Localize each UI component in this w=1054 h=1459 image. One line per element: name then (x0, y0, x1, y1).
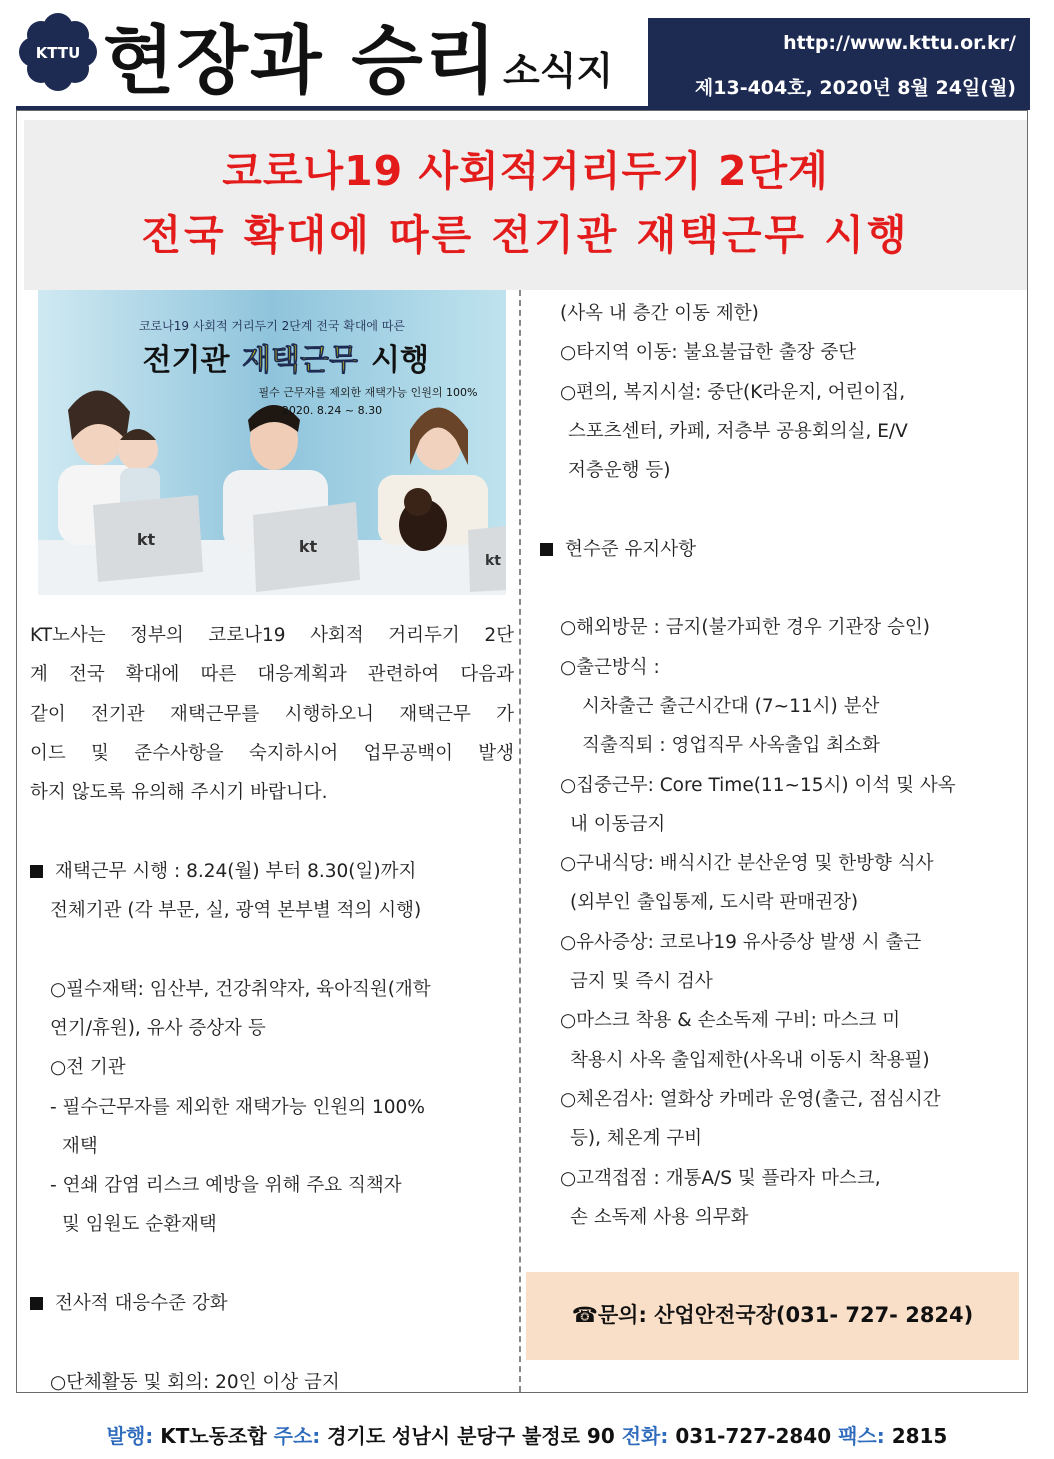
mandatory-remote-line-1: ○필수재택: 임산부, 건강취약자, 육아직원(개학 (50, 978, 431, 1000)
right-column (540, 294, 1016, 1237)
kttu-logo (18, 12, 98, 92)
section-remote-work (30, 852, 514, 891)
all-organizations-note: 전체기관 (각 부문, 실, 광역 본부별 적의 시행) (50, 900, 422, 922)
guide-line: ○타지역 이동: 불요불급한 출장 중단 (560, 342, 857, 364)
guide-line: 스포츠센터, 카페, 저층부 공용회의실, E/V (568, 420, 908, 442)
square-bullet-icon (30, 1297, 43, 1310)
section-response-level (30, 1284, 514, 1323)
phone-label: 전화: (621, 1424, 669, 1448)
laptop-logo-1: kt (136, 530, 156, 549)
newsletter-title: 현장과 승리 (103, 18, 499, 104)
detail-line: 및 임원도 순환재택 (62, 1214, 217, 1236)
guide-line: 착용시 사옥 출입제한(사옥내 이동시 착용필) (570, 1049, 930, 1071)
section-remote-work-title: 재택근무 시행 : 8.24(월) 부터 8.30(일)까지 (55, 860, 417, 882)
phone-value: 031-727-2840 (675, 1424, 832, 1448)
detail-line: - 연쇄 감염 리스크 예방을 위해 주요 직책자 (50, 1175, 402, 1197)
guide-line: (사옥 내 층간 이동 제한) (560, 303, 759, 324)
guide-line: 저층운행 등) (568, 460, 671, 482)
publisher-footer (0, 1420, 1054, 1449)
fax-value: 2815 (891, 1424, 948, 1448)
square-bullet-icon (30, 865, 43, 878)
address-label: 주소: (273, 1424, 321, 1448)
detail-line: 재택 (62, 1135, 98, 1157)
detail-line: - 필수근무자를 제외한 재택가능 인원의 100% (50, 1096, 425, 1118)
banner-main-c: 시행 (371, 343, 429, 378)
logo-text: KTTU (35, 44, 81, 62)
square-bullet-icon (540, 543, 553, 556)
guide-line: 내 이동금지 (570, 813, 666, 835)
laptop-logo-3: kt (484, 553, 502, 569)
intro-line: 같이 전기관 재택근무를 시행하오니 재택근무 가 (30, 703, 514, 725)
group-activity-item: ○단체활동 및 회의: 20인 이상 금지 (50, 1371, 340, 1393)
guide-line: ○고객접점 : 개통A/S 및 플라자 마스크, (560, 1167, 881, 1189)
intro-paragraph (30, 616, 514, 812)
headline-band (24, 120, 1027, 290)
header-info-box (648, 18, 1030, 106)
guide-line: ○해외방문 : 금지(불가피한 경우 기관장 승인) (560, 617, 931, 639)
left-column (30, 616, 514, 1402)
guide-line: ○집중근무: Core Time(11~15시) 이석 및 사옥 (560, 774, 956, 796)
campaign-photo (38, 290, 506, 595)
headline-line-2: 전국 확대에 따른 전기관 재택근무 시행 (141, 211, 910, 259)
banner-small-text: 코로나19 사회적 거리두기 2단계 전국 확대에 따른 (138, 319, 406, 333)
guide-line: ○구내식당: 배식시간 분산운영 및 한방향 식사 (560, 853, 934, 875)
laptop-logo-2: kt (298, 537, 318, 556)
contact-info: ☎문의: 산업안전국장(031- 727- 2824) (571, 1303, 974, 1327)
issue-number-date: 제13-404호, 2020년 8월 24일(월) (694, 77, 1016, 99)
intro-line: KT노사는 정부의 코로나19 사회적 거리두기 2단 (30, 625, 514, 646)
guide-line: 시차출근 출근시간대 (7~11시) 분산 (582, 695, 880, 717)
guide-line: ○유사증상: 코로나19 유사증상 발생 시 출근 (560, 931, 922, 953)
section-maintain-title: 현수준 유지사항 (565, 538, 696, 560)
publisher-label: 발행: (106, 1424, 154, 1448)
guide-line: ○편의, 복지시설: 중단(K라운지, 어린이집, (560, 381, 906, 403)
mandatory-remote-line-2: 연기/휴원), 유사 증상자 등 (50, 1017, 266, 1039)
all-organizations-item: ○전 기관 (50, 1057, 126, 1079)
guide-line: ○체온검사: 열화상 카메라 운영(출근, 점심시간 (560, 1088, 941, 1110)
contact-box (526, 1272, 1019, 1360)
guide-line: ○출근방식 : (560, 656, 660, 678)
intro-line: 하지 않도록 유의해 주시기 바랍니다. (30, 782, 328, 804)
guide-line: 금지 및 즉시 검사 (570, 971, 713, 993)
intro-line: 계 전국 확대에 따른 대응계획과 관련하여 다음과 (30, 664, 514, 686)
banner-main-b: 재택근무 (242, 343, 358, 378)
section-response-level-title: 전사적 대응수준 강화 (55, 1293, 228, 1315)
newsletter-subtitle: 소식지 (503, 48, 614, 93)
banner-sub-2: 2020. 8.24 ~ 8.30 (281, 404, 383, 417)
headline-line-1: 코로나19 사회적거리두기 2단계 (222, 147, 829, 195)
banner-main-a: 전기관 (142, 343, 230, 378)
intro-line: 이드 및 준수사항을 숙지하시어 업무공백이 발생 (30, 742, 514, 764)
banner-sub-1: 필수 근무자를 제외한 재택가능 인원의 100% (258, 386, 478, 399)
guide-line: 직출직퇴 : 영업직무 사옥출입 최소화 (582, 735, 880, 757)
fax-label: 팩스: (838, 1424, 885, 1448)
guide-line: 등), 체온계 구비 (570, 1128, 703, 1150)
column-divider (519, 290, 521, 1392)
section-maintain (540, 530, 1016, 569)
guide-line: ○마스크 착용 & 손소독제 구비: 마스크 미 (560, 1010, 901, 1032)
guide-line: (외부인 출입통제, 도시락 판매권장) (570, 892, 859, 914)
address-value: 경기도 성남시 분당구 불정로 90 (327, 1424, 615, 1448)
guide-line: 손 소독제 사용 의무화 (570, 1206, 749, 1228)
publisher-value: KT노동조합 (160, 1424, 267, 1448)
website-url[interactable]: http://www.kttu.or.kr/ (783, 32, 1016, 54)
